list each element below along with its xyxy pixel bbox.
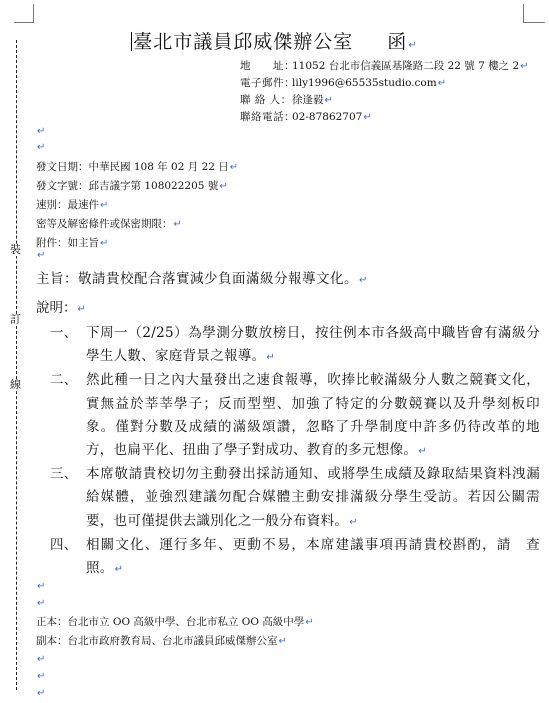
contact-address: 地 址：11052 台北市信義區基隆路二段 22 號 7 樓之 2↵	[240, 60, 529, 72]
binding-label-middle: 訂	[10, 313, 21, 326]
attachment: 附件：如主旨↵	[36, 237, 109, 249]
binding-label-bottom: 線	[10, 378, 21, 391]
paragraph-mark-icon: ↵	[37, 126, 46, 137]
list-item: 三、 本席敬請貴校切勿主動發出採訪通知、或將學生成績及錄取結果資料洩漏給媒體，並強烈建議勿配合媒體主動安排滿級分學生受訪。若因公關需要，也可僅提供去識別化之一般分布資料。↵	[50, 466, 540, 529]
document-type: 函	[387, 31, 408, 53]
confidentiality: 密等及解密條件或保密期限：↵	[36, 218, 182, 230]
paragraph-mark-icon: ↵	[173, 219, 182, 230]
paragraph-mark-icon: ↵	[278, 636, 287, 647]
crop-mark-top-left	[33, 4, 34, 22]
paragraph-mark-icon: ↵	[418, 446, 427, 458]
paragraph-mark-icon: ↵	[324, 95, 333, 106]
issue-date: 發文日期：中華民國 108 年 02 月 22 日↵	[36, 161, 239, 173]
paragraph-mark-icon: ↵	[37, 598, 46, 609]
binding-label-top: 裝	[10, 243, 21, 256]
urgency: 速別：最速件↵	[36, 199, 109, 211]
paragraph-mark-icon: ↵	[37, 654, 46, 665]
contact-phone: 聯絡電話：02-87862707↵	[240, 111, 372, 123]
paragraph-mark-icon: ↵	[359, 275, 368, 286]
binding-line	[16, 40, 17, 690]
contact-block	[240, 58, 529, 126]
paragraph-mark-icon: ↵	[114, 564, 124, 576]
crop-mark-top-right	[523, 4, 524, 22]
paragraph-mark-icon: ↵	[363, 112, 372, 123]
contact-email: 電子郵件：lily1996@65535studio.com↵	[240, 77, 447, 89]
paragraph-mark-icon: ↵	[77, 304, 86, 315]
paragraph-mark-icon: ↵	[37, 142, 46, 153]
recipients	[36, 613, 314, 651]
paragraph-mark-icon: ↵	[437, 78, 447, 89]
copy-recipients: 副本：台北市政府教育局、台北市議員邱威傑辦公室↵	[36, 635, 287, 647]
crop-mark-top-left	[14, 22, 34, 23]
paragraph-mark-icon: ↵	[305, 617, 314, 628]
paragraph-mark-icon: ↵	[37, 671, 46, 682]
paragraph-mark-icon: ↵	[520, 61, 529, 72]
document-meta	[36, 158, 238, 253]
document-number: 發文字號：邱吉議字第 108022205 號↵	[36, 180, 228, 192]
primary-recipients: 正本：台北市立 OO 高級中學、台北市私立 OO 高級中學↵	[36, 616, 314, 628]
paragraph-mark-icon: ↵	[37, 688, 46, 699]
explanation-heading: 說明：↵	[36, 300, 86, 316]
paragraph-mark-icon: ↵	[229, 162, 239, 173]
paragraph-mark-icon: ↵	[266, 352, 276, 364]
paragraph-mark-icon: ↵	[219, 181, 228, 192]
list-item: 一、 下周一（2/25）為學測分數放榜日，按往例本市各級高中職皆會有滿級分學生人數、家庭背景之報導。↵	[50, 325, 540, 365]
paragraph-mark-icon: ↵	[37, 250, 46, 261]
subject-line: 主旨：敬請貴校配合落實減少負面滿級分報導文化。↵	[36, 271, 368, 287]
crop-mark-top-right	[523, 22, 545, 23]
contact-person: 聯 絡 人：徐逢毅↵	[240, 94, 333, 106]
explanation-list	[50, 322, 540, 581]
list-item: 四、 相關文化、運行多年、更動不易，本席建議事項再請貴校斟酌，請 查照。↵	[50, 536, 540, 577]
paragraph-mark-icon: ↵	[349, 516, 358, 528]
paragraph-mark-icon: ↵	[100, 238, 109, 249]
list-item: 二、 然此種一日之內大量發出之速食報導，吹捧比較滿級分人數之競賽文化，實無益於莘莘學子；反而型塑、加強了特定的分數競賽以及升學刻板印象。僅對分數及成績的滿級頌讚，忽略了升學制度中許多仍待改革的地方，也扁平化、扭曲了學子對成功、教育的多元想像。↵	[50, 372, 540, 459]
document-title[interactable]	[0, 27, 549, 54]
paragraph-mark-icon: ↵	[408, 40, 418, 51]
office-name: 臺北市議員邱威傑辦公室	[133, 31, 354, 53]
paragraph-mark-icon: ↵	[100, 200, 109, 211]
paragraph-mark-icon: ↵	[37, 581, 46, 592]
